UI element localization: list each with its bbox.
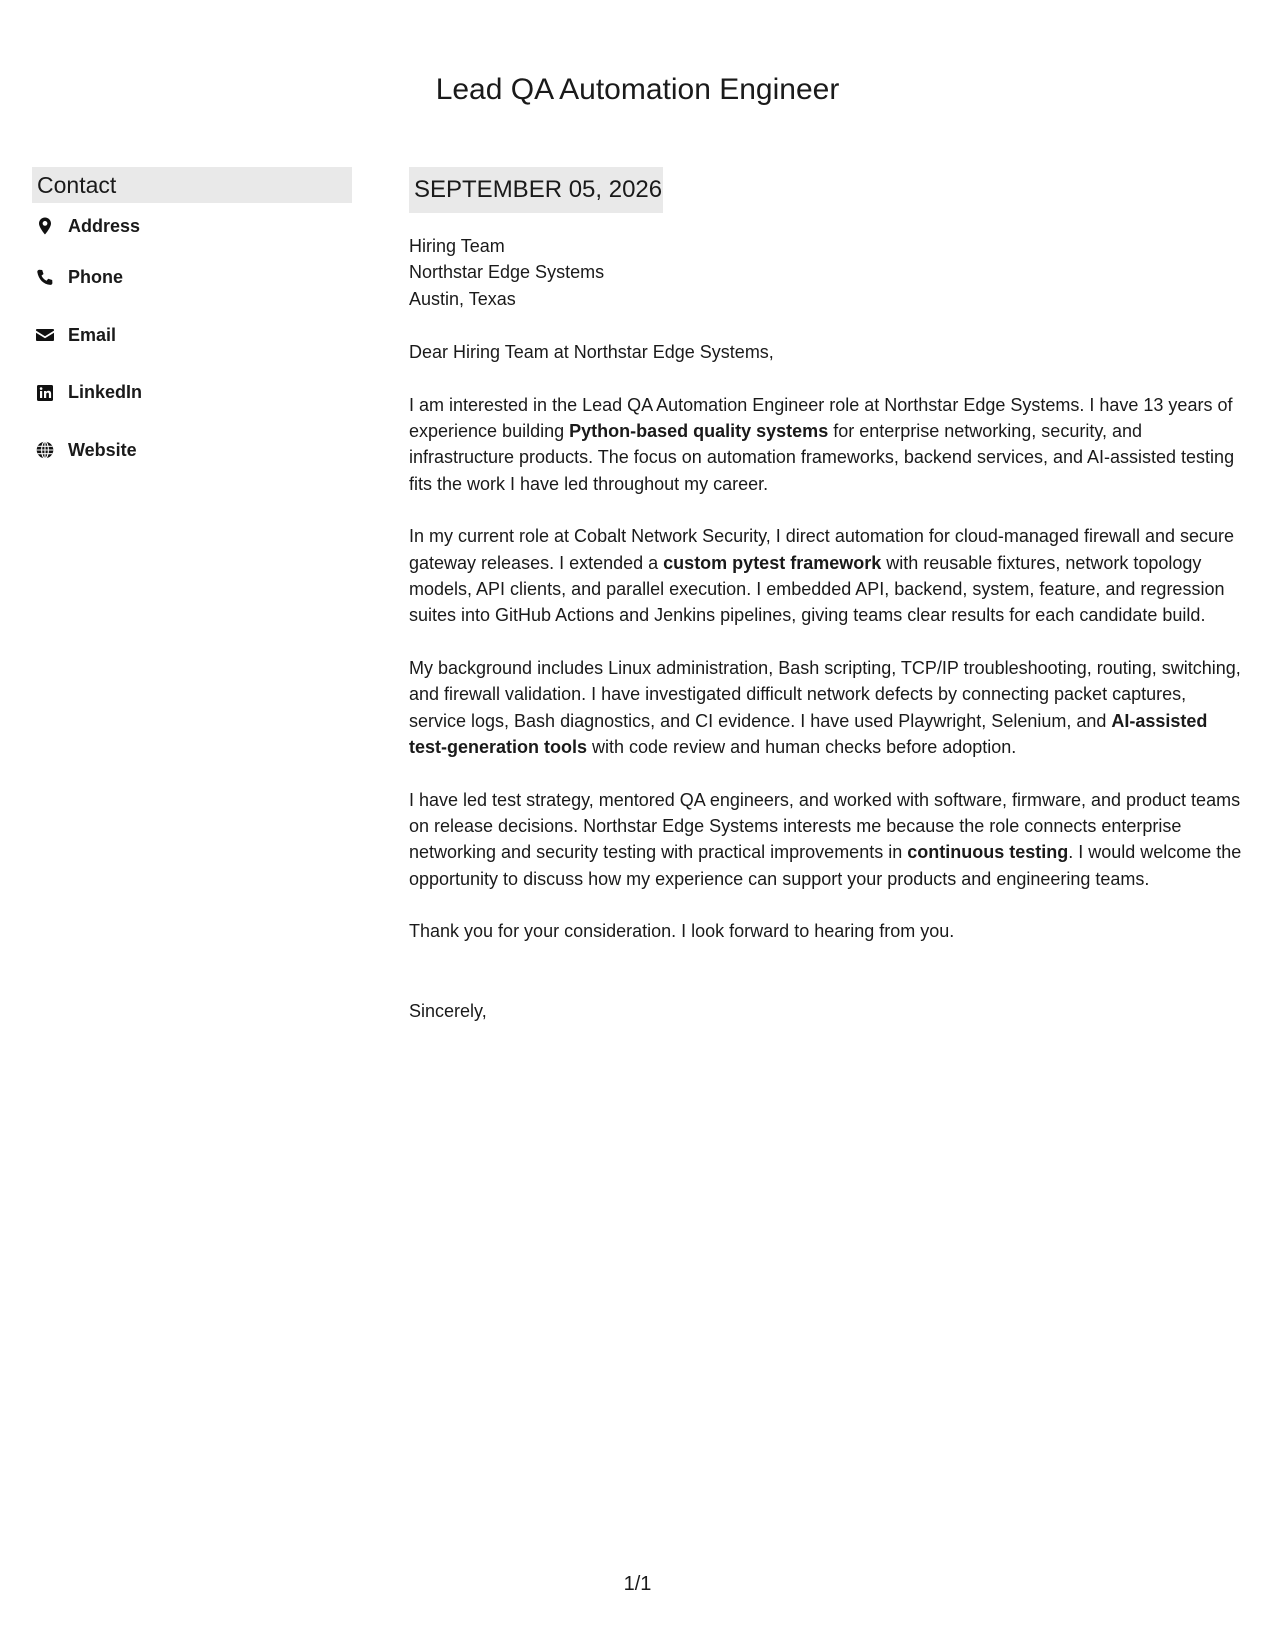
recipient-block [409,233,1244,312]
recipient-line-3: Austin, Texas [409,288,516,309]
paragraph-1 [409,392,1244,498]
paragraph-1-text-c: for enterprise networking, security, and infrastructure products. The focus on automation frameworks, backend services, and AI-assisted testing fits the work I have led throughout my career. [409,421,1235,494]
contact-label-address: Address [68,215,141,236]
letter-body [409,167,1244,1024]
paragraph-2 [409,523,1244,629]
letter-date: SEPTEMBER 05, 2026 [409,167,663,213]
paragraph-1-highlight: Python-based quality systems [569,421,829,442]
paragraph-3-text-a: My background includes Linux administration, Bash scripting, TCP/IP troubleshooting, routing, switching, and firewall validation. I have investigated difficult network defects by connecting packet captures, service logs, Bash diagnostics, and CI evidence. I have used Playwright, Selenium, and [409,657,1241,731]
paragraph-5: Thank you for your consideration. I look forward to hearing from you. [409,921,955,942]
recipient-line-2: Northstar Edge Systems [409,262,605,283]
envelope-icon [34,324,56,346]
contact-list [32,203,352,479]
salutation: Dear Hiring Team at Northstar Edge Systems, [409,342,774,363]
paragraph-2-highlight: custom pytest framework [663,552,882,573]
closing: Sincerely, [409,1000,487,1021]
globe-icon [34,439,56,461]
paragraph-4 [409,787,1244,893]
paragraph-3 [409,655,1244,761]
contact-item-linkedin[interactable] [32,364,352,422]
paragraph-2-text-c: with reusable fixtures, network topology models, API clients, and parallel execution. I embedded API, backend, system, feature, and regression suites into GitHub Actions and Jenkins pipelines, giving teams clear results for each candidate build. [409,552,1225,626]
contact-item-email[interactable] [32,307,352,365]
phone-icon [34,267,56,289]
paragraph-4-highlight: continuous testing [907,842,1069,863]
paragraph-1-text-a: I am interested in the Lead QA Automation Engineer role at Northstar Edge Systems. I have 13 years of experience building [409,394,1233,442]
contact-label-website: Website [68,439,137,460]
contact-label-linkedin: LinkedIn [68,382,143,403]
paragraph-3-text-c: with code review and human checks before adoption. [587,737,1017,758]
paragraph-3-highlight: AI-assisted test-generation tools [409,710,1208,758]
contact-item-phone[interactable] [32,249,352,307]
contact-label-phone: Phone [68,267,124,288]
page-title: Lead QA Automation Engineer [435,73,840,106]
contact-item-website[interactable] [32,422,352,480]
paragraph-4-text-c: . I would welcome the opportunity to discuss how my experience can support your products and engineering teams. [409,842,1242,889]
contact-heading: Contact [32,167,352,203]
paragraph-4-text-a: I have led test strategy, mentored QA engineers, and worked with software, firmware, and product teams on release decisions. Northstar Edge Systems interests me because the role connects enterprise networking and security testing with practical improvements in [409,789,1241,863]
page-number: 1/1 [623,1573,652,1595]
map-pin-icon [34,215,56,237]
recipient-line-1: Hiring Team [409,236,505,256]
contact-sidebar [32,167,352,479]
linkedin-icon [34,382,56,404]
paragraph-2-text-a: In my current role at Cobalt Network Security, I direct automation for cloud-managed firewall and secure gateway releases. I extended a [409,526,1235,573]
contact-item-address[interactable] [32,203,352,249]
contact-label-email: Email [68,324,117,345]
